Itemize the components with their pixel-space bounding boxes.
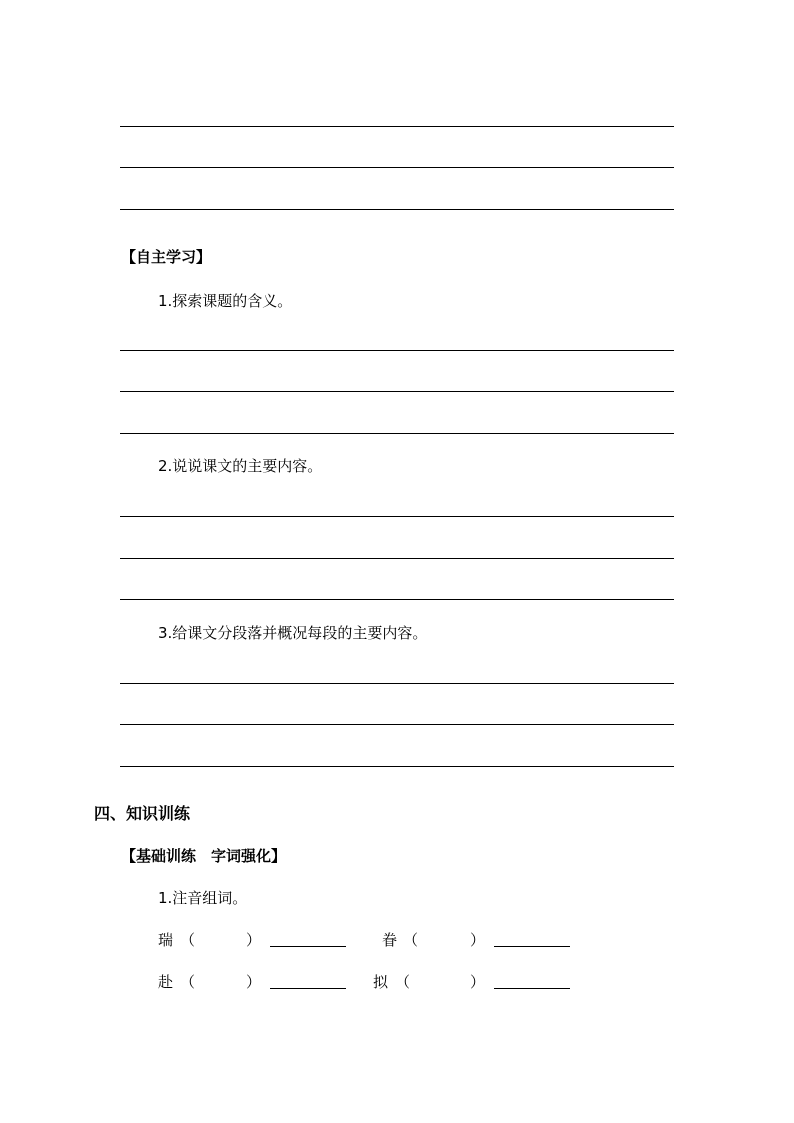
answer-line [120,391,674,392]
exercise-1: 1.注音组词。 [158,889,248,907]
answer-line [120,350,674,351]
self-study-heading: 【自主学习】 [121,248,212,266]
open-paren: （ [403,931,419,949]
char-item: 瑞 [158,931,174,949]
answer-line [120,126,674,127]
char-item: 眷 [382,931,398,949]
open-paren: （ [395,973,411,991]
word-blank[interactable] [494,946,570,947]
char-item: 赴 [158,973,174,991]
answer-line [120,167,674,168]
answer-line [120,516,674,517]
section-title: 四、知识训练 [94,804,191,823]
word-blank[interactable] [494,988,570,989]
answer-line [120,558,674,559]
question-2: 2.说说课文的主要内容。 [158,457,323,475]
word-blank[interactable] [270,946,346,947]
answer-line [120,599,674,600]
open-paren: （ [180,973,196,991]
answer-line [120,766,674,767]
answer-line [120,209,674,210]
close-paren: ） [470,931,486,949]
section-subheading: 【基础训练 字词强化】 [121,847,287,865]
question-1: 1.探索课题的含义。 [158,292,293,310]
open-paren: （ [180,931,196,949]
answer-line [120,433,674,434]
answer-line [120,683,674,684]
char-item: 拟 [373,973,389,991]
close-paren: ） [246,931,262,949]
word-blank[interactable] [270,988,346,989]
answer-line [120,724,674,725]
close-paren: ） [470,973,486,991]
question-3: 3.给课文分段落并概况每段的主要内容。 [158,624,428,642]
close-paren: ） [246,973,262,991]
